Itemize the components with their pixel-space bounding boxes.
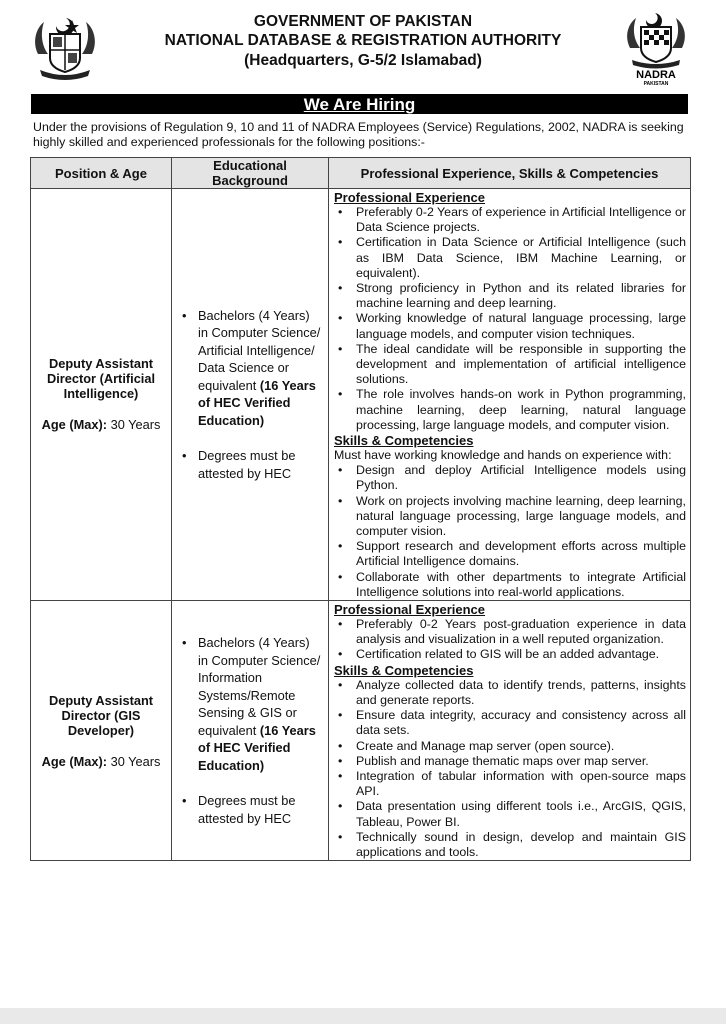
list-item: • Working knowledge of natural language processing, large language models, and computer vision techniques. — [334, 311, 686, 341]
position-title: Deputy Assistant Director (GIS Developer) — [48, 692, 154, 738]
list-item: • The role involves hands-on work in Python programming, machine learning, deep learning, natural language processing, large language models, and computer vision. — [334, 387, 686, 433]
position-title: Deputy Assistant Director (Artificial Intelligence) — [46, 356, 156, 402]
nadra-logo-subtext: PAKISTAN — [643, 81, 669, 86]
skills-intro: Must have working knowledge and hands on experience with: — [334, 448, 672, 463]
age-limit — [35, 417, 167, 432]
age-label: Age (Max): — [41, 753, 108, 769]
government-emblem-icon — [30, 14, 100, 80]
education-item: • Degrees must be attested by HEC — [178, 792, 322, 827]
age-value: 30 Years — [110, 417, 161, 433]
list-item: • Integration of tabular information with open-source maps API. — [334, 769, 686, 799]
education-hec-note: (16 Years of HEC Verified Education) — [198, 722, 316, 773]
skills-heading: Skills & Competencies — [334, 433, 474, 449]
nadra-logo-icon — [622, 10, 690, 86]
age-label: Age (Max): — [41, 417, 108, 433]
list-item: • Collaborate with other departments to integrate Artificial Intelligence solutions into real-world applications. — [334, 570, 686, 600]
list-item: • Support research and development efforts across multiple Artificial Intelligence domains. — [334, 539, 686, 569]
list-item: • Ensure data integrity, accuracy and consistency across all data sets. — [334, 708, 686, 738]
education-item: • Degrees must be attested by HEC — [178, 447, 322, 482]
list-item: • Data presentation using different tools i.e., ArcGIS, QGIS, Tableau, Power BI. — [334, 799, 686, 829]
education-hec-note: (16 Years of HEC Verified Education) — [198, 377, 316, 428]
header-education: Educational Background — [172, 158, 329, 189]
list-item: • The ideal candidate will be responsible in supporting the development and implementation of artificial intelligence solutions. — [334, 342, 686, 388]
table-header-row — [31, 158, 691, 189]
experience-cell — [329, 189, 691, 601]
list-item: • Technically sound in design, develop and maintain GIS applications and tools. — [334, 830, 686, 860]
banner-text: We Are Hiring — [303, 95, 416, 114]
list-item: • Certification related to GIS will be an added advantage. — [334, 647, 686, 662]
list-item: • Work on projects involving machine learning, deep learning, natural language processing, large language models, and computer vision. — [334, 494, 686, 540]
education-item: • Bachelors (4 Years) in Computer Science/ Information Systems/Remote Sensing & GIS or equivalent (16 Years of HEC Verified Education) — [178, 634, 322, 774]
hiring-banner — [31, 94, 688, 114]
list-item: • Preferably 0-2 Years of experience in Artificial Intelligence or Data Science projects. — [334, 205, 686, 235]
table-row — [31, 601, 691, 861]
list-item: • Analyze collected data to identify trends, patterns, insights and generate reports. — [334, 678, 686, 708]
nadra-logo-text: NADRA — [636, 69, 676, 81]
position-cell — [31, 189, 172, 601]
experience-cell — [329, 601, 691, 861]
list-item: • Preferably 0-2 Years post-graduation experience in data analysis and visualization in a well reputed organization. — [334, 617, 686, 647]
list-item: • Create and Manage map server (open source). — [334, 739, 686, 754]
list-item: • Publish and manage thematic maps over map server. — [334, 754, 686, 769]
list-item: • Design and deploy Artificial Intelligence models using Python. — [334, 463, 686, 493]
header-position-age: Position & Age — [31, 158, 172, 189]
experience-heading: Professional Experience — [334, 190, 486, 205]
list-item: • Certification in Data Science or Artificial Intelligence (such as IBM Data Science, IBM Machine Learning, or equivalent). — [334, 235, 686, 281]
list-item: • Strong proficiency in Python and its related libraries for machine learning and deep learning. — [334, 281, 686, 311]
education-item: • Bachelors (4 Years) in Computer Science/ Artificial Intelligence/ Data Science or equivalent (16 Years of HEC Verified Education) — [178, 307, 322, 430]
page-footer-bar — [0, 1008, 726, 1024]
education-cell — [172, 601, 329, 861]
skills-heading: Skills & Competencies — [334, 662, 474, 678]
experience-heading: Professional Experience — [334, 602, 486, 618]
header-line-2: NATIONAL DATABASE & REGISTRATION AUTHORITY — [164, 32, 562, 49]
age-value: 30 Years — [110, 753, 161, 769]
positions-table — [30, 157, 691, 861]
header-experience: Professional Experience, Skills & Competencies — [329, 158, 691, 189]
header-line-3: (Headquarters, G-5/2 Islamabad) — [244, 52, 482, 69]
table-row — [31, 189, 691, 601]
header-line-1: GOVERNMENT OF PAKISTAN — [253, 13, 473, 30]
education-cell — [172, 189, 329, 601]
position-cell — [31, 601, 172, 861]
age-limit — [35, 754, 167, 769]
document-header — [0, 0, 726, 92]
intro-paragraph: Under the provisions of Regulation 9, 10 and 11 of NADRA Employees (Service) Regulations, 2002, NADRA is seeking highly skilled and experienced professionals for the following positions:- — [33, 120, 684, 149]
